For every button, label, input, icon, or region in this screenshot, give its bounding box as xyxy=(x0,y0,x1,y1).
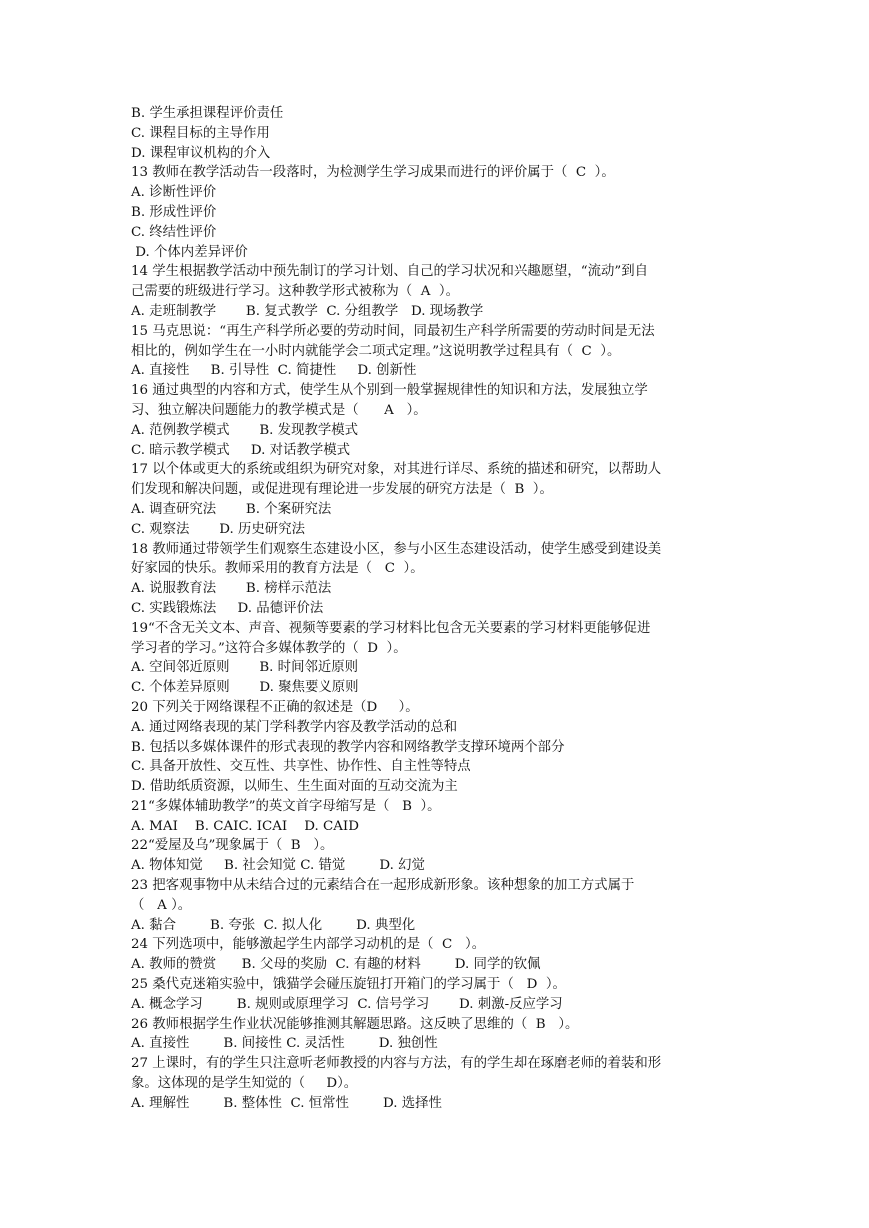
text-line: 习、独立解决问题能力的教学模式是（ A ）。 xyxy=(131,402,427,418)
text-line: 相比的，例如学生在一小时内就能学会二项式定理。”这说明教学过程具有（ C ）。 xyxy=(131,343,621,359)
text-line: C. 课程目标的主导作用 xyxy=(131,125,270,141)
text-line: A. 范例教学模式 B. 发现教学模式 xyxy=(131,422,359,438)
document-page xyxy=(131,104,743,1114)
text-line: 17 以个体或更大的系统或组织为研究对象，对其进行详尽、系统的描述和研究，以帮助人 xyxy=(131,462,662,478)
text-line: 学习者的学习。”这符合多媒体教学的（ D ）。 xyxy=(131,640,407,656)
text-line: 象。这体现的是学生知觉的（ D）。 xyxy=(131,1076,358,1092)
text-line: B. 学生承担课程评价责任 xyxy=(131,106,284,121)
text-line: A. 理解性 B. 整体性 C. 恒常性 D. 选择性 xyxy=(131,1095,442,1111)
text-line: D. 课程审议机构的介入 xyxy=(131,145,271,161)
text-line: 好家园的快乐。教师采用的教育方法是（ C ）。 xyxy=(131,561,424,577)
text-line: A. 直接性 B. 间接性 C. 灵活性 D. 独创性 xyxy=(131,1036,438,1052)
text-line: （ A ）。 xyxy=(131,897,192,913)
text-line: A. MAI B. CAIC. ICAI D. CAID xyxy=(131,818,359,834)
text-line: D. 借助纸质资源，以师生、生生面对面的互动交流为主 xyxy=(131,779,458,795)
text-line: B. 形成性评价 xyxy=(131,204,217,220)
text-line: 16 通过典型的内容和方式，使学生从个别到一般掌握规律性的知识和方法，发展独立学 xyxy=(131,383,648,399)
text-line: 24 下列选项中，能够激起学生内部学习动机的是（ C ）。 xyxy=(131,937,486,953)
text-line: 18 教师通过带领学生们观察生态建设小区，参与小区生态建设活动，使学生感受到建设美 xyxy=(131,541,662,557)
text-line: C. 观察法 D. 历史研究法 xyxy=(131,521,305,537)
text-line: C. 具备开放性、交互性、共享性、协作性、自主性等特点 xyxy=(131,759,471,775)
text-line: 22“爱屋及乌”现象属于（ B ）。 xyxy=(131,838,334,854)
text-line: 13 教师在教学活动告一段落时，为检测学生学习成果而进行的评价属于（ C ）。 xyxy=(131,165,615,181)
text-line: 26 教师根据学生作业状况能够推测其解题思路。这反映了思维的（ B ）。 xyxy=(131,1016,579,1032)
text-line: A. 调查研究法 B. 个案研究法 xyxy=(131,501,332,517)
text-line: C. 终结性评价 xyxy=(131,224,217,240)
text-line: 19“不含无关文本、声音、视频等要素的学习材料比包含无关要素的学习材料更能够促进 xyxy=(131,620,651,636)
text-line: 21“多媒体辅助教学”的英文首字母缩写是（ B ）。 xyxy=(131,798,441,814)
text-line: B. 包括以多媒体课件的形式表现的教学内容和网络教学支撑环境两个部分 xyxy=(131,739,565,755)
text-line: A. 说服教育法 B. 榜样示范法 xyxy=(131,581,332,597)
text-line: A. 教师的赞赏 B. 父母的奖励 C. 有趣的材料 D. 同学的钦佩 xyxy=(131,957,541,973)
text-line: 15 马克思说：“再生产科学所必要的劳动时间，同最初生产科学所需要的劳动时间是无法 xyxy=(131,323,655,339)
text-line: A. 物体知觉 B. 社会知觉 C. 错觉 D. 幻觉 xyxy=(131,858,425,874)
text-line: A. 通过网络表现的某门学科教学内容及教学活动的总和 xyxy=(131,719,458,735)
text-line: 己需要的班级进行学习。这种教学形式被称为（ A ）。 xyxy=(131,284,459,300)
text-line: A. 走班制教学 B. 复式教学 C. 分组教学 D. 现场教学 xyxy=(131,303,484,319)
text-line: C. 个体差异原则 D. 聚焦要义原则 xyxy=(131,680,359,696)
text-line: A. 诊断性评价 xyxy=(131,185,217,201)
text-line: 23 把客观事物中从未结合过的元素结合在一起形成新形象。该种想象的加工方式属于 xyxy=(131,878,635,894)
text-line: A. 概念学习 B. 规则或原理学习 C. 信号学习 D. 刺激-反应学习 xyxy=(131,996,563,1012)
text-line: C. 暗示教学模式 D. 对话教学模式 xyxy=(131,442,351,458)
text-line: 27 上课时，有的学生只注意听老师教授的内容与方法，有的学生却在琢磨老师的着装和形 xyxy=(131,1056,662,1072)
text-line: 们发现和解决问题，或促进现有理论进一步发展的研究方法是（ B ）。 xyxy=(131,482,553,498)
text-line: D. 个体内差异评价 xyxy=(131,244,248,260)
text-line: 14 学生根据教学活动中预先制订的学习计划、自己的学习状况和兴趣愿望，“流动”到自 xyxy=(131,264,649,280)
text-line: A. 直接性 B. 引导性 C. 简捷性 D. 创新性 xyxy=(131,363,417,379)
text-line: A. 空间邻近原则 B. 时间邻近原则 xyxy=(131,660,359,676)
text-line: C. 实践锻炼法 D. 品德评价法 xyxy=(131,600,324,616)
text-line: A. 黏合 B. 夸张 C. 拟人化 D. 典型化 xyxy=(131,917,416,933)
text-line: 25 桑代克迷箱实验中，饿猫学会碰压旋钮打开箱门的学习属于（ D ）。 xyxy=(131,977,566,993)
text-line: 20 下列关于网络课程不正确的叙述是（D ）。 xyxy=(131,699,419,715)
